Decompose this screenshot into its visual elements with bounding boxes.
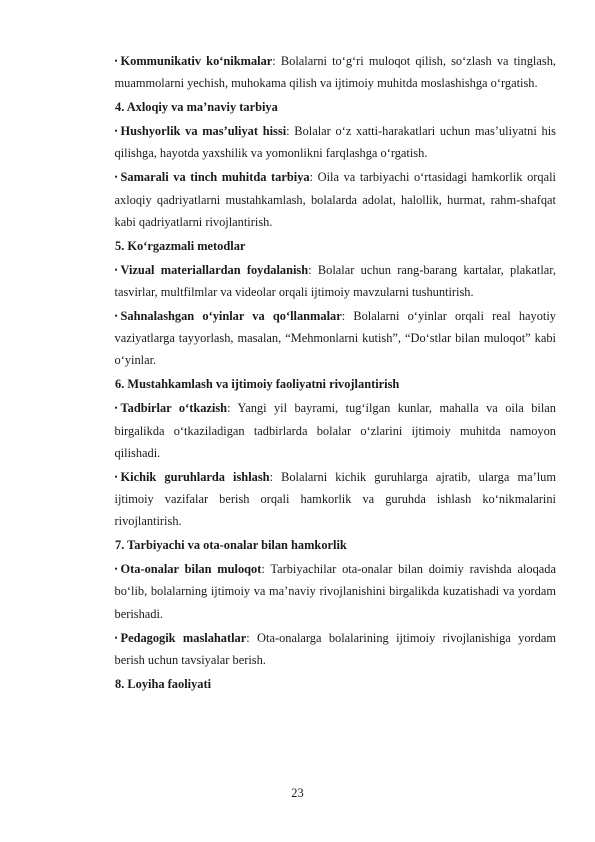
- bullet-text: : Bolalar uchun rang-barang kartalar, plakatlar, tasvirlar, multfilmlar va videolar orqali ijtimoiy mavzularni tushuntirish.: [114, 262, 556, 300]
- section-heading: 5. Ko‘rgazmali metodlar: [115, 238, 246, 253]
- bullet-paragraph: [115, 466, 557, 533]
- bullet-text: : Tarbiyachilar ota-onalar bilan doimiy ravishda aloqada bo‘lib, bolalarning ijtimoiy va ma’naviy rivojlanishini birgalikda kuzatishadi va yordam berishadi.: [114, 562, 556, 621]
- bullet-term: Ota-onalar bilan muloqot: [120, 562, 262, 577]
- bullet-term: Pedagogik maslahatlar: [120, 630, 247, 645]
- bullet-paragraph: [115, 166, 557, 233]
- bullet-paragraph: [115, 50, 557, 94]
- bullet-term: Vizual materiallardan foydalanish: [120, 262, 309, 277]
- bullet-text: : Oila va tarbiyachi o‘rtasidagi hamkorlik orqali axloqiy qadriyatlarni mustahkamlash, bolalarda adolat, halollik, hurmat, rahm-shafqat kabi qadriyatlarni rivojlantirish.: [114, 170, 556, 229]
- page-content: [115, 50, 556, 695]
- bullet-icon: •: [114, 403, 118, 414]
- bullet-term: Kichik guruhlarda ishlash: [120, 469, 270, 484]
- bullet-text: : Bolalar o‘z xatti-harakatlari uchun mas’uliyatni his qilishga, hayotda yaxshilik va yomonlikni farqlashga o‘rgatish.: [114, 124, 556, 161]
- bullet-text: : Ota-onalarga bolalarining ijtimoiy rivojlanishiga yordam berish uchun tavsiyalar berish.: [114, 630, 557, 667]
- bullet-paragraph: [115, 397, 557, 464]
- bullet-text: : Bolalarni kichik guruhlarga ajratib, ularga ma’lum ijtimoiy vazifalar berish orqali hamkorlik va guruhda ishlash ko‘nikmalarini rivojlantirish.: [114, 469, 556, 529]
- bullet-icon: •: [114, 632, 118, 643]
- section-heading: 4. Axloqiy va ma’naviy tarbiya: [115, 100, 278, 115]
- bullet-text: : Yangi yil bayrami, tug‘ilgan kunlar, mahalla va oila bilan birgalikda o‘tkaziladigan tadbirlarda bolalar o‘zlarini ijtimoiy muhitda namoyon qilishadi.: [114, 401, 556, 460]
- bullet-text: : Bolalarni o‘yinlar orqali real hayotiy vaziyatlarga tayyorlash, masalan, “Mehmonlarni kutish”, “Do‘stlar bilan muloqot” kabi o‘yinlar.: [114, 309, 556, 368]
- bullet-paragraph: [115, 259, 557, 303]
- section-heading: 8. Loyiha faoliyati: [115, 676, 212, 691]
- section-heading: 6. Mustahkamlash va ijtimoiy faoliyatni rivojlantirish: [115, 377, 400, 392]
- bullet-term: Tadbirlar o‘tkazish: [120, 401, 228, 416]
- bullet-icon: •: [114, 564, 118, 575]
- bullet-paragraph: [115, 627, 557, 671]
- bullet-icon: •: [114, 264, 118, 275]
- bullet-term: Samarali va tinch muhitda tarbiya: [120, 170, 310, 185]
- bullet-icon: •: [114, 126, 118, 137]
- bullet-paragraph: [115, 558, 557, 625]
- bullet-term: Hushyorlik va mas’uliyat hissi: [120, 124, 287, 139]
- bullet-icon: •: [114, 311, 118, 322]
- bullet-icon: •: [114, 471, 118, 482]
- bullet-paragraph: [115, 305, 557, 372]
- bullet-paragraph: [115, 120, 557, 164]
- bullet-icon: •: [114, 56, 118, 66]
- bullet-term: Sahnalashgan o‘yinlar va qo‘llanmalar: [120, 309, 342, 324]
- bullet-icon: •: [114, 172, 118, 183]
- page-number: 23: [291, 786, 304, 800]
- bullet-text: : Bolalarni to‘g‘ri muloqot qilish, so‘zlash va tinglash, muammolarni yechish, muhokama qilish va ijtimoiy muhitda moslashishga o‘rgatish.: [114, 54, 556, 91]
- section-heading: 7. Tarbiyachi va ota-onalar bilan hamkorlik: [115, 538, 347, 553]
- bullet-term: Kommunikativ ko‘nikmalar: [120, 54, 273, 68]
